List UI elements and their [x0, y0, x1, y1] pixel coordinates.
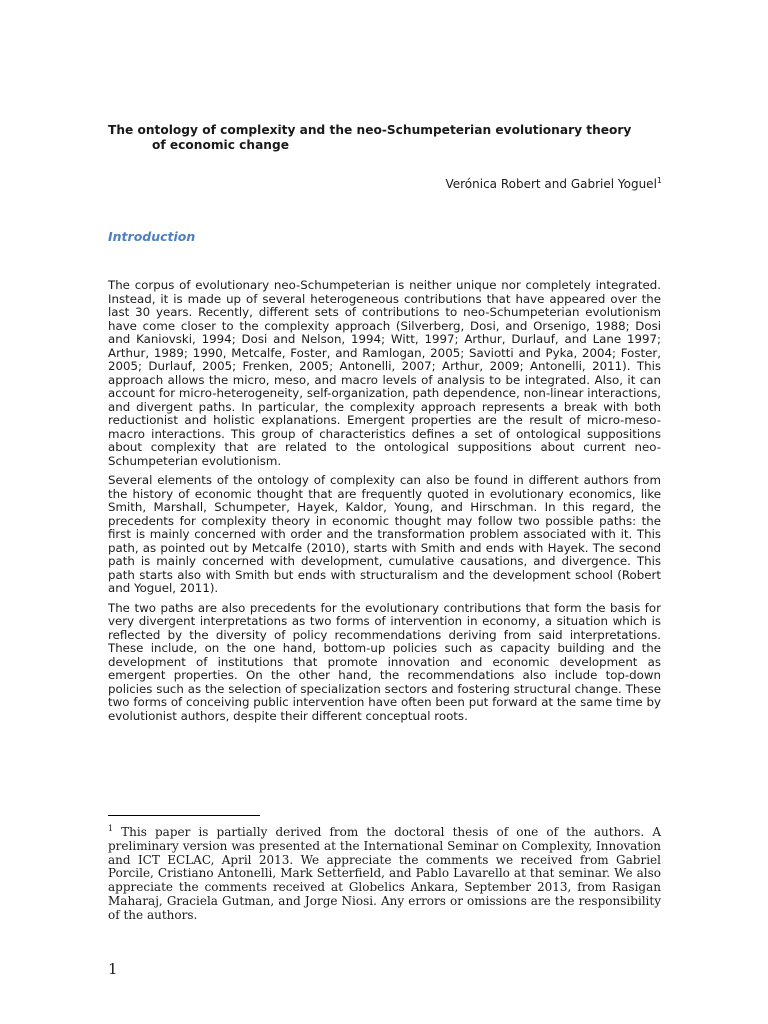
section-heading: Introduction [108, 229, 196, 244]
paper-title [108, 123, 662, 152]
body-text [108, 279, 661, 729]
paragraph-3: The two paths are also precedents for the evolutionary contributions that form the basis for very divergent interpretations as two forms of intervention in economy, a situation which is reflected by the diversity of policy recommendations deriving from said interpretations. These include, on the one hand, bottom-up policies such as capacity building and the development of institutions that promote innovation and economic development as emergent properties. On the other hand, the recommendations also include top-down policies such as the selection of specialization sectors and fostering structural change. These two forms of conceiving public intervention have often been put forward at the same time by evolutionist authors, despite their different conceptual roots. [108, 600, 661, 723]
authors-line [108, 177, 662, 191]
footnote-mark: 1 [108, 824, 114, 833]
footnote-divider [108, 815, 260, 816]
paragraph-1: The corpus of evolutionary neo-Schumpeterian is neither unique nor completely integrated. Instead, it is made up of several heterogeneous contributions that have appeared over the last 30 years. Recently, different sets of contributions to neo-Schumpeterian evolutionism have come closer to the complexity approach (Silverberg, Dosi, and Orsenigo, 1988; Dosi and Kaniovski, 1994; Dosi and Nelson, 1994; Witt, 1997; Arthur, Durlauf, and Lane 1997; Arthur, 1989; 1990, Metcalfe, Foster, and Ramlogan, 2005; Saviotti and Pyka, 2004; Foster, 2005; Durlauf, 2005; Frenken, 2005; Antonelli, 2007; Arthur, 2009; Antonelli, 2011). This approach allows the micro, meso, and macro levels of analysis to be integrated. Also, it can account for micro-heterogeneity, self-organization, path dependence, non-linear interactions, and divergent paths. In particular, the complexity approach represents a break with both reductionist and holistic explanations. Emergent properties are the result of micro-meso-macro interactions. This group of characteristics defines a set of ontological suppositions about complexity that are related to the ontological suppositions about current neo-Schumpeterian evolutionism. [108, 278, 661, 468]
title-line-1: The ontology of complexity and the neo-Schumpeterian evolutionary theory [108, 123, 632, 137]
page-number: 1 [108, 960, 118, 978]
paragraph-2: Several elements of the ontology of complexity can also be found in different authors from the history of economic thought that are frequently quoted in evolutionary economics, like Smith, Marshall, Schumpeter, Hayek, Kaldor, Young, and Hirschman. In this regard, the precedents for complexity theory in economic thought may follow two possible paths: the first is mainly concerned with order and the transformation problem associated with it. This path, as pointed out by Metcalfe (2010), starts with Smith and ends with Hayek. The second path is mainly concerned with development, cumulative causations, and divergence. This path starts also with Smith but ends with structuralism and the development school (Robert and Yoguel, 2011). [108, 473, 661, 595]
authors-names: Verónica Robert and Gabriel Yoguel [445, 177, 657, 191]
title-line-2: of economic change [152, 137, 289, 152]
footnote-text: This paper is partially derived from the doctoral thesis of one of the authors. A preliminary version was presented at the International Seminar on Complexity, Innovation and ICT ECLAC, April 2013. We appreciate the comments we received from Gabriel Porcile, Cristiano Antonelli, Mark Setterfield, and Pablo Lavarello at that seminar. We also appreciate the comments received at Globelics Ankara, September 2013, from Rasigan Maharaj, Graciela Gutman, and Jorge Niosi. Any errors or omissions are the responsibility of the authors. [108, 825, 661, 922]
footnote [108, 826, 661, 923]
authors-footnote-mark[interactable]: 1 [656, 176, 662, 185]
